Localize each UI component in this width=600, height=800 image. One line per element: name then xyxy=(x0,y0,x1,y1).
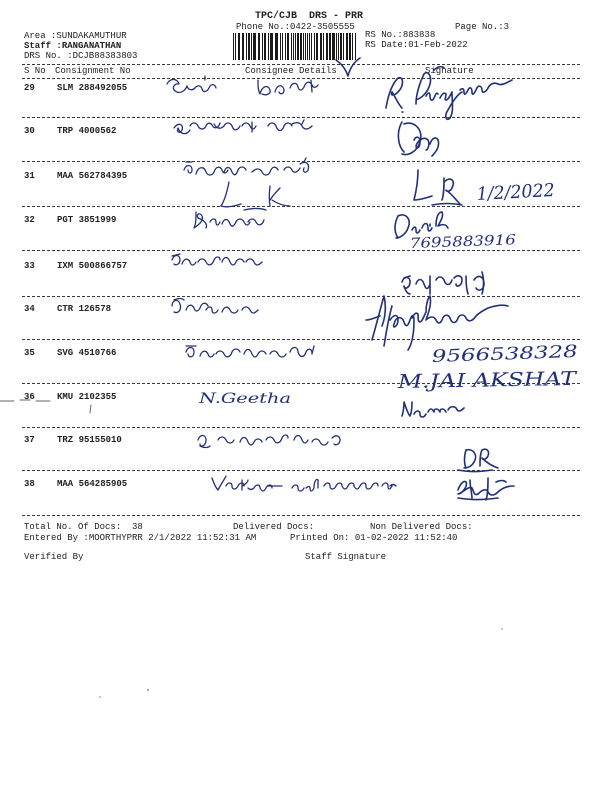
column-header-divider xyxy=(22,78,580,79)
document-title: TPC/CJB DRS - PRR xyxy=(255,11,364,22)
row-35-handwritten-phone: 9566538328 xyxy=(431,343,541,367)
barcode-bar xyxy=(242,33,244,60)
row-sno: 32 xyxy=(24,215,35,225)
entered-by-label: Entered By : xyxy=(24,533,89,543)
barcode-bar xyxy=(311,33,312,60)
barcode-bar xyxy=(238,33,240,60)
drs-number-value: DCJB88383803 xyxy=(72,51,138,61)
barcode-bar xyxy=(248,33,250,60)
row-divider xyxy=(22,161,580,162)
staff-label: Staff : xyxy=(24,41,62,51)
barcode-bar xyxy=(309,33,310,60)
barcode-bar xyxy=(352,33,353,60)
barcode-bar xyxy=(323,33,324,60)
area-field xyxy=(24,31,127,41)
row-divider xyxy=(22,117,580,118)
row-38-signature xyxy=(458,478,514,500)
barcode-bar xyxy=(343,33,344,60)
row-divider xyxy=(22,383,580,384)
row-divider xyxy=(22,296,580,297)
total-docs xyxy=(24,522,143,532)
column-header-signature: Signature xyxy=(425,66,474,76)
column-header-consignment: Consignment No xyxy=(55,66,131,76)
row-37-consignee-handwriting xyxy=(198,435,340,448)
row-36-consignee-handwriting xyxy=(198,391,291,407)
column-header-consignee: Consignee Details xyxy=(245,66,337,76)
barcode-bar xyxy=(305,33,306,60)
row-divider xyxy=(22,470,580,471)
barcode-bar xyxy=(264,33,266,60)
rs-date-label: RS Date: xyxy=(365,40,409,50)
entered-by xyxy=(24,533,256,543)
barcode-bar xyxy=(262,33,263,60)
row-38-consignee-handwriting xyxy=(212,476,396,491)
staff-value: RANGANATHAN xyxy=(61,41,122,51)
drs-number-field xyxy=(24,51,137,61)
row-36-handwritten-consignee: N.Geetha xyxy=(197,391,291,407)
barcode-bar xyxy=(349,33,351,60)
barcode-bar xyxy=(329,33,331,60)
row-sno: 38 xyxy=(24,479,35,489)
row-consignment-no: TRZ 95155010 xyxy=(57,435,122,445)
row-31-consignee-handwriting xyxy=(184,158,309,207)
barcode-bar xyxy=(251,33,252,60)
staff-signature-label: Staff Signature xyxy=(305,552,387,562)
row-consignment-no: CTR 126578 xyxy=(57,304,112,314)
row-consignment-no: MAA 564285905 xyxy=(57,479,128,489)
row-30-signature xyxy=(398,122,438,156)
barcode-bar xyxy=(270,33,273,60)
row-32-signature xyxy=(395,212,516,252)
non-delivered-docs-label: Non Delivered Docs: xyxy=(370,522,473,532)
barcode-bar xyxy=(285,33,286,60)
phone-number: Phone No.:0422-3505555 xyxy=(236,22,355,32)
row-consignment-no: MAA 562784395 xyxy=(57,171,128,181)
row-consignment-no: TRP 4000562 xyxy=(57,126,117,136)
row-consignment-no: SLM 288492055 xyxy=(57,83,128,93)
row-36-signature xyxy=(402,402,464,417)
barcode-bar xyxy=(336,33,337,60)
barcode-bar xyxy=(314,33,315,60)
verified-by-label: Verified By xyxy=(24,552,84,562)
header-divider xyxy=(22,64,580,65)
barcode-bar xyxy=(346,33,348,60)
rs-number-field xyxy=(365,30,435,40)
row-35-handwritten-name: M.JAI AKSHAT xyxy=(397,368,542,393)
row-sno: 33 xyxy=(24,261,35,271)
barcode-bar xyxy=(235,33,236,60)
row-sno: 30 xyxy=(24,126,35,136)
rs-number-label: RS No.: xyxy=(365,30,403,40)
row-consignment-no: PGT 3851999 xyxy=(57,215,117,225)
barcode-bar xyxy=(253,33,256,60)
row-34-consignee-handwriting xyxy=(172,299,258,314)
total-docs-label: Total No. Of Docs: xyxy=(24,522,122,532)
barcode-bar xyxy=(282,33,283,60)
barcode-bar xyxy=(293,33,294,60)
rs-date-field xyxy=(365,40,468,50)
barcode-bar xyxy=(258,33,260,60)
delivered-docs-label: Delivered Docs: xyxy=(233,522,315,532)
table-bottom-divider xyxy=(22,515,580,516)
row-35-consignee-handwriting xyxy=(186,346,314,357)
barcode-bar xyxy=(300,33,302,60)
page-number: Page No.:3 xyxy=(455,22,510,32)
row-sno: 31 xyxy=(24,171,35,181)
row-consignment-no: SVG 4510766 xyxy=(57,348,117,358)
printed-on-label: Printed On: xyxy=(290,533,355,543)
barcode-bar xyxy=(287,33,289,60)
barcode-bar xyxy=(307,33,308,60)
rs-date-value: 01-Feb-2022 xyxy=(408,40,468,50)
total-docs-value: 38 xyxy=(132,522,143,532)
row-divider xyxy=(22,250,580,251)
row-34-signature xyxy=(366,296,508,350)
printed-on-value: 01-02-2022 11:52:40 xyxy=(354,533,458,543)
barcode-bar xyxy=(316,33,318,60)
column-header-sno: S No xyxy=(24,66,46,76)
row-33-consignee-handwriting xyxy=(172,254,262,265)
barcode-bar xyxy=(340,33,342,60)
row-30-consignee-handwriting xyxy=(174,120,312,134)
row-31-handwritten-date: 1/2/2022 xyxy=(476,179,558,205)
row-consignment-no: IXM 500866757 xyxy=(57,261,128,271)
row-divider xyxy=(22,339,580,340)
barcode-bar xyxy=(297,33,299,60)
row-31-signature xyxy=(414,170,558,205)
printed-on xyxy=(290,533,457,543)
rs-number-value: 883838 xyxy=(402,30,436,40)
row-sno: 36 xyxy=(24,392,35,402)
row-sno: 29 xyxy=(24,83,35,93)
barcode xyxy=(232,33,358,60)
row-sno: 37 xyxy=(24,435,35,445)
row-sno: 35 xyxy=(24,348,35,358)
barcode-bar xyxy=(246,33,247,60)
barcode-bar xyxy=(355,33,356,60)
barcode-bar xyxy=(233,33,234,60)
row-divider xyxy=(22,206,580,207)
row-32-consignee-handwriting xyxy=(194,209,266,229)
row-35-signature xyxy=(396,342,578,393)
row-consignment-no: KMU 2102355 xyxy=(57,392,117,402)
barcode-bar xyxy=(268,33,269,60)
barcode-bar xyxy=(332,33,335,60)
row-divider xyxy=(22,427,580,428)
drs-number-label: DRS No. : xyxy=(24,51,73,61)
entered-by-value: MOORTHYPRR 2/1/2022 11:52:31 AM xyxy=(88,533,257,543)
header-pen-tick xyxy=(336,58,360,76)
row-sno: 34 xyxy=(24,304,35,314)
barcode-bar xyxy=(338,33,339,60)
row-33-signature xyxy=(402,272,484,294)
row-32-handwritten-phone: 7695883916 xyxy=(409,232,500,252)
barcode-bar xyxy=(275,33,278,60)
barcode-bar xyxy=(303,33,304,60)
barcode-bar xyxy=(326,33,328,60)
row-37-signature xyxy=(458,449,498,471)
area-value: SUNDAKAMUTHUR xyxy=(56,31,127,41)
area-label: Area : xyxy=(24,31,57,41)
barcode-bar xyxy=(280,33,281,60)
barcode-bar xyxy=(320,33,322,60)
staff-field xyxy=(24,41,121,51)
barcode-bar xyxy=(295,33,296,60)
barcode-bar xyxy=(291,33,292,60)
